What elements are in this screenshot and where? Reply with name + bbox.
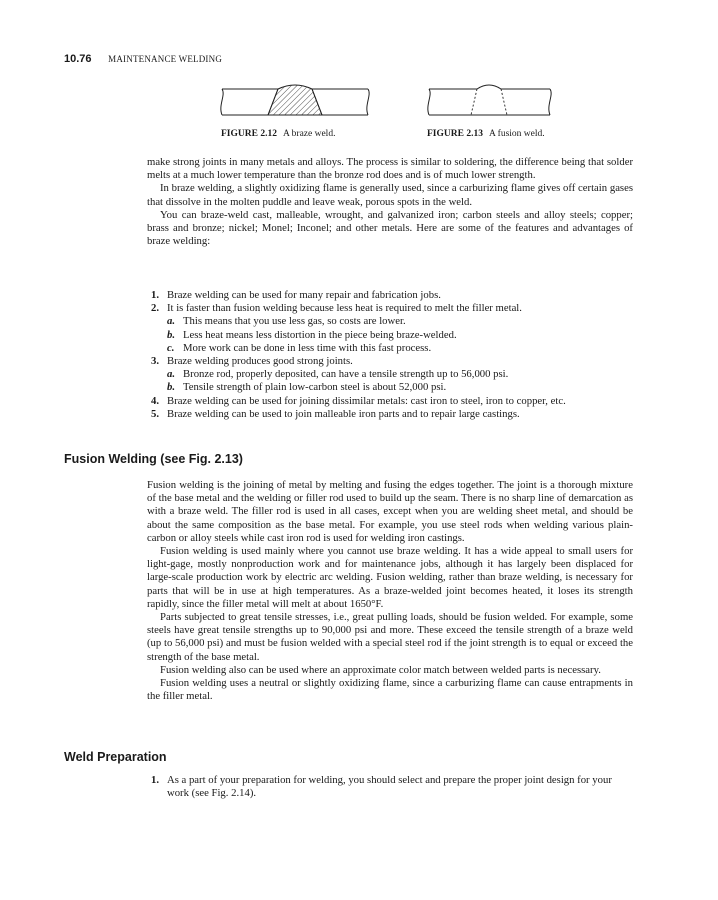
- list-item: 4. Braze welding can be used for joining dissimilar metals: cast iron to steel, iron to copper, etc.: [151, 394, 566, 407]
- list-subitem: a. This means that you use less gas, so costs are lower.: [167, 315, 406, 328]
- figure-fusion-weld: [427, 83, 552, 125]
- list-item: 1. As a part of your preparation for welding, you should select and prepare the proper joint design for your work (see Fig. 2.14).: [151, 774, 612, 800]
- figure-2-12-caption: FIGURE 2.12 A braze weld.: [221, 129, 336, 139]
- paragraph: make strong joints in many metals and alloys. The process is similar to soldering, the difference being that solder melts at a much lower temperature than the bronze rod does and is of much lower strength.: [147, 156, 633, 182]
- intro-text: [147, 156, 633, 248]
- section-heading-weld-preparation: Weld Preparation: [64, 750, 167, 764]
- list-item: 3. Braze welding produces good strong joints.: [151, 355, 353, 368]
- paragraph: Fusion welding uses a neutral or slightly oxidizing flame, since a carburizing flame can cause entrapments in the filler metal.: [147, 677, 633, 703]
- paragraph: You can braze-weld cast, malleable, wrought, and galvanized iron; carbon steels and alloy steels; copper; brass and bronze; nickel; Monel; Inconel; and other metals. Here are some of the features and advantages of braze welding:: [147, 208, 633, 248]
- page-header: [64, 53, 222, 65]
- paragraph: Fusion welding is used mainly where you cannot use braze welding. It has a wide appeal to small users for light-gage, mostly nonproduction work and for maintenance jobs, although it has largely been displaced for large-scale production work by electric arc welding. Fusion welding, rather than braze welding, is necessary for parts that will be in use at high temperatures. As a braze-welded joint becomes heated, it loses its strength rapidly, since the filler metal will melt at about 1650°F.: [147, 545, 633, 610]
- list-subitem: c. More work can be done in less time with this fast process.: [167, 341, 432, 354]
- section-heading-fusion-welding: Fusion Welding (see Fig. 2.13): [64, 452, 243, 466]
- paragraph: In braze welding, a slightly oxidizing flame is generally used, since a carburizing flame gives off certain gases that dissolve in the molten puddle and leave weak, porous spots in the weld.: [147, 182, 633, 208]
- weld-preparation-list: [151, 774, 633, 800]
- list-item: 2. It is faster than fusion welding because less heat is required to melt the filler metal.: [151, 302, 522, 315]
- figure-2-13-caption: FIGURE 2.13 A fusion weld.: [427, 129, 545, 139]
- paragraph: Fusion welding is the joining of metal by melting and fusing the edges together. The joint is a thorough mixture of the base metal and the welding or filler rod used to build up the seam. There is no sharp line of demarcation as with a braze weld. The filler rod is used in all cases, except when you are welding sheet metal, and should be about the same composition as the base metal. For example, you use steel rods when welding various plain-carbon or alloy steels while cast iron rod is used for welding iron castings.: [147, 479, 633, 544]
- list-subitem: b. Tensile strength of plain low-carbon steel is about 52,000 psi.: [167, 381, 447, 394]
- list-subitem: b. Less heat means less distortion in the piece being braze-welded.: [167, 328, 457, 341]
- page-number: 10.76: [64, 53, 92, 65]
- list-item: 1. Braze welding can be used for many repair and fabrication jobs.: [151, 289, 441, 301]
- list-subitem: a. Bronze rod, properly deposited, can have a tensile strength up to 56,000 psi.: [167, 368, 509, 381]
- features-list: [151, 289, 633, 421]
- figure-braze-weld: [220, 83, 370, 125]
- list-item: 5. Braze welding can be used to join malleable iron parts and to repair large castings.: [151, 407, 520, 420]
- fusion-welding-text: [147, 479, 633, 703]
- paragraph: Parts subjected to great tensile stresses, i.e., great pulling loads, should be fusion welded. For example, some steels have great tensile strengths up to 90,000 psi and more. These exceed the tensile strength of a braze weld (up to 56,000 psi) and must be fusion welded with a special steel rod if the joint strength is to equal or exceed the strength of the base metal.: [147, 611, 633, 663]
- paragraph: Fusion welding also can be used where an approximate color match between welded parts is necessary.: [160, 663, 601, 676]
- running-title: MAINTENANCE WELDING: [108, 54, 223, 64]
